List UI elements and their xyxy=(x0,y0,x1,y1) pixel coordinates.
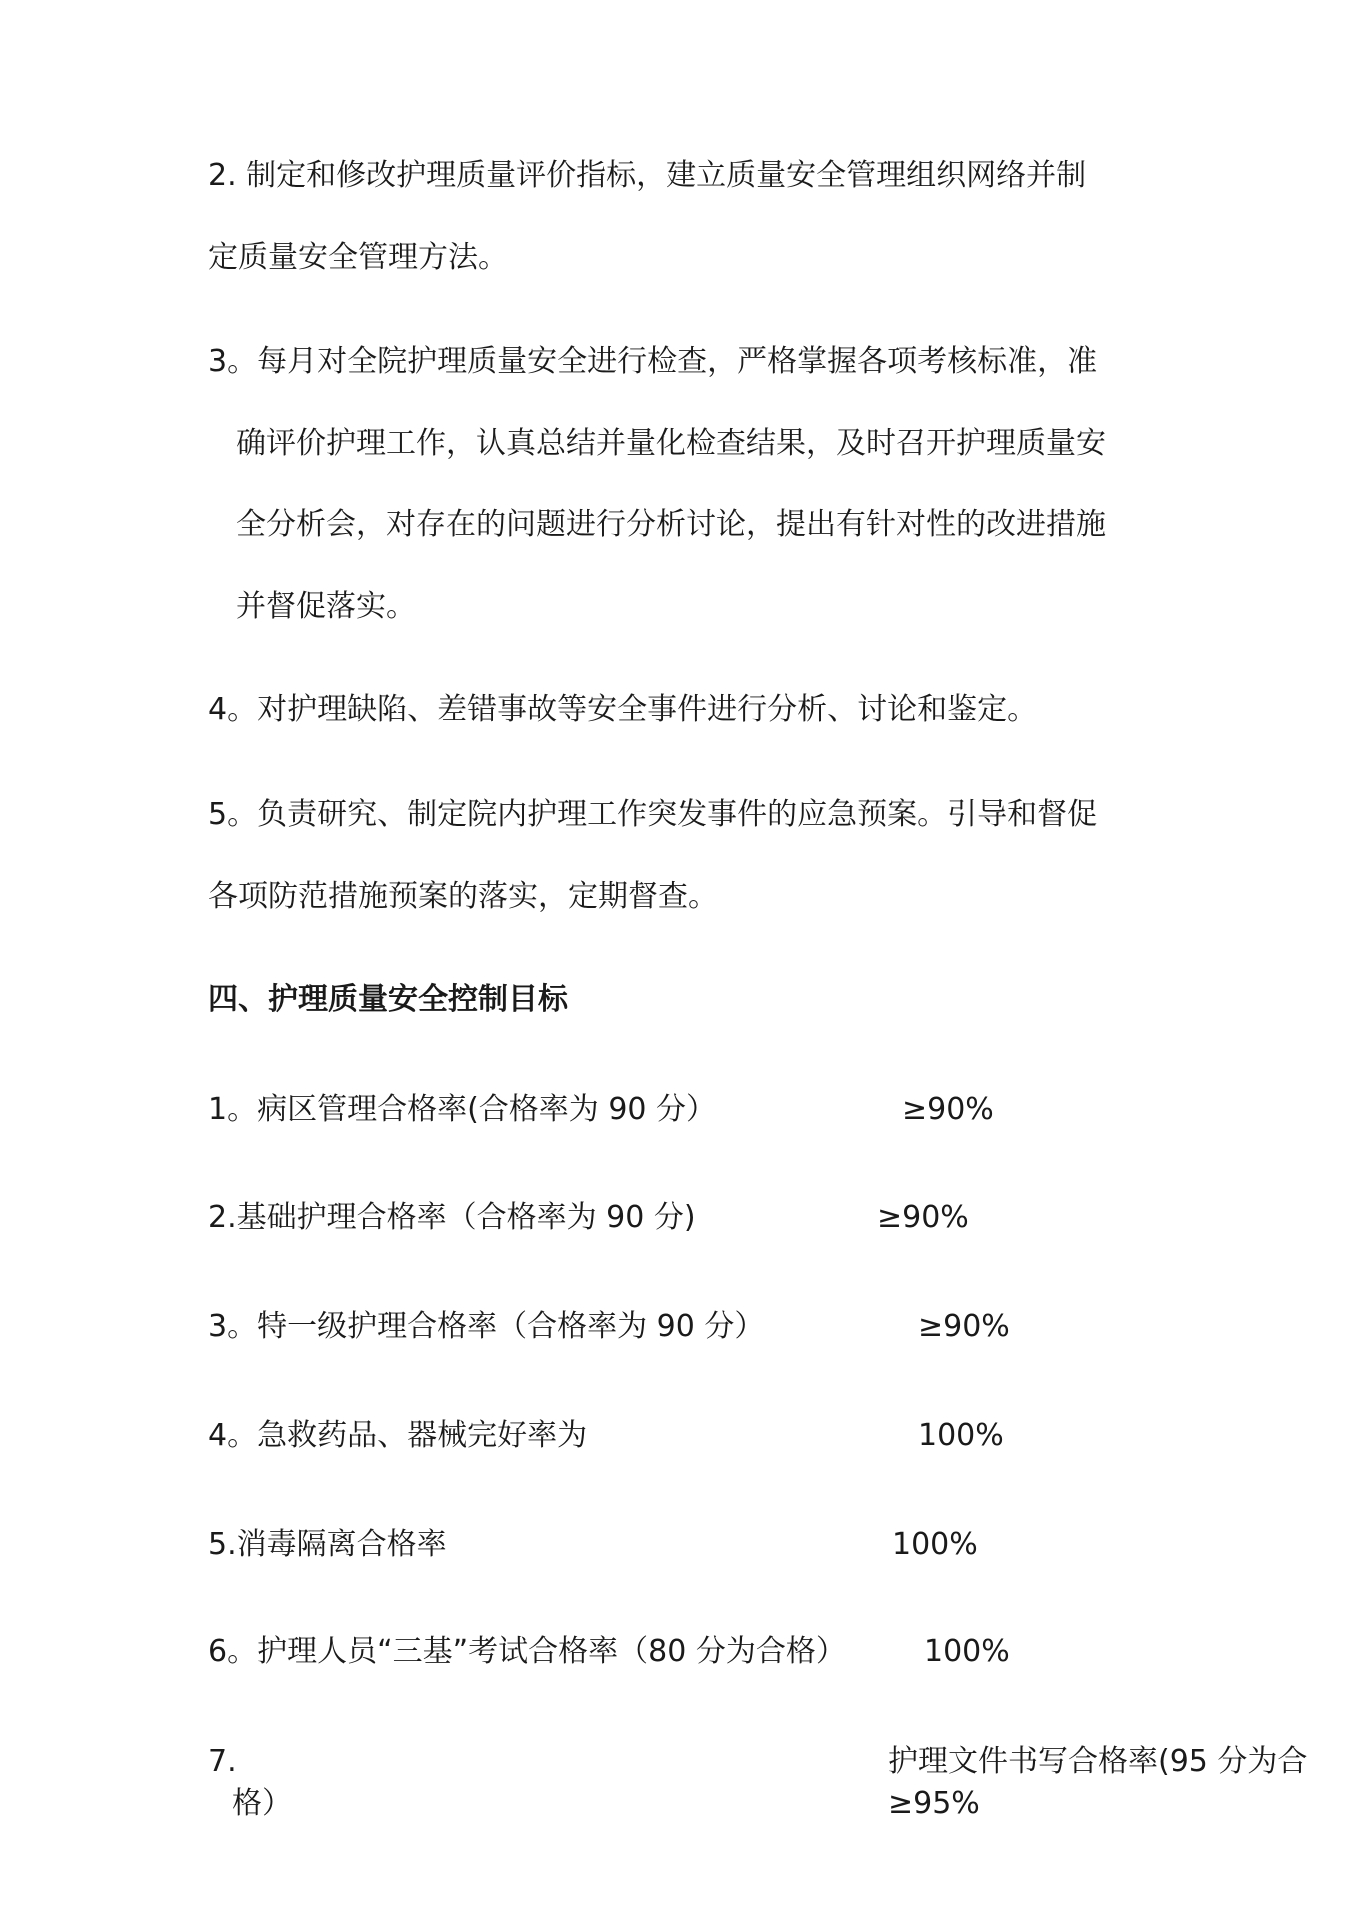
target-2-label: 2.基础护理合格率（合格率为 90 分) xyxy=(208,1200,696,1235)
target-1-value: ≥90% xyxy=(902,1092,994,1127)
target-4-label: 4。急救药品、器械完好率为 xyxy=(208,1418,588,1453)
target-7-label-part1: 护理文件书写合格率(95 分为合 xyxy=(888,1744,1308,1779)
target-3-value: ≥90% xyxy=(918,1309,1010,1344)
target-6-value: 100% xyxy=(924,1634,1010,1669)
target-7-label-part2: 格） xyxy=(232,1786,292,1821)
target-7-value: ≥95% xyxy=(888,1786,980,1821)
item-3-line-3: 全分析会，对存在的问题进行分析讨论，提出有针对性的改进措施 xyxy=(236,507,1106,542)
target-3-label: 3。特一级护理合格率（合格率为 90 分） xyxy=(208,1309,765,1344)
section-heading: 四、护理质量安全控制目标 xyxy=(208,982,568,1017)
item-2-line-1: 2. 制定和修改护理质量评价指标，建立质量安全管理组织网络并制 xyxy=(208,158,1087,193)
target-2-value: ≥90% xyxy=(877,1200,969,1235)
target-1-label: 1。病区管理合格率(合格率为 90 分） xyxy=(208,1092,717,1127)
target-7-number: 7. xyxy=(208,1744,237,1779)
target-5-value: 100% xyxy=(892,1527,978,1562)
target-6-label: 6。护理人员“三基”考试合格率（80 分为合格） xyxy=(208,1634,846,1669)
item-3-line-4: 并督促落实。 xyxy=(236,589,416,624)
item-2-line-2: 定质量安全管理方法。 xyxy=(208,240,508,275)
item-5-line-1: 5。负责研究、制定院内护理工作突发事件的应急预案。引导和督促 xyxy=(208,797,1098,832)
target-4-value: 100% xyxy=(918,1418,1004,1453)
item-3-line-1: 3。每月对全院护理质量安全进行检查，严格掌握各项考核标准，准 xyxy=(208,344,1098,379)
item-3-line-2: 确评价护理工作，认真总结并量化检查结果，及时召开护理质量安 xyxy=(236,426,1106,461)
target-5-label: 5.消毒隔离合格率 xyxy=(208,1527,447,1562)
item-5-line-2: 各项防范措施预案的落实，定期督查。 xyxy=(208,879,718,914)
item-4-line-1: 4。对护理缺陷、差错事故等安全事件进行分析、讨论和鉴定。 xyxy=(208,692,1038,727)
